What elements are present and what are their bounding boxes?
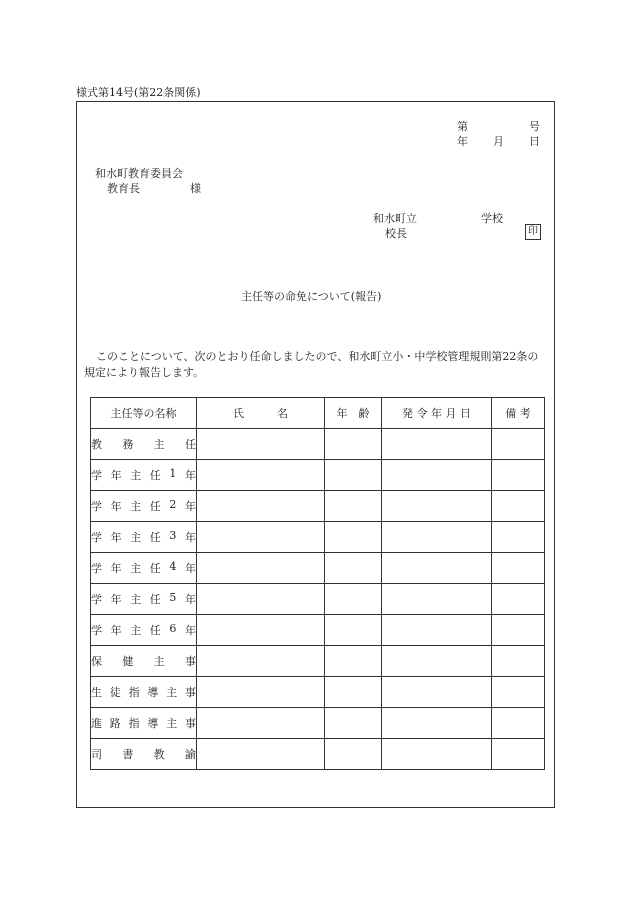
table-row bbox=[91, 739, 545, 770]
role-label: 司 書 教 諭 bbox=[91, 748, 196, 761]
age-cell[interactable] bbox=[325, 522, 382, 553]
role-cell bbox=[91, 646, 197, 677]
note-cell[interactable] bbox=[492, 646, 545, 677]
note-cell[interactable] bbox=[492, 460, 545, 491]
role-cell bbox=[91, 553, 197, 584]
note-cell[interactable] bbox=[492, 615, 545, 646]
date-cell[interactable] bbox=[382, 677, 492, 708]
age-cell[interactable] bbox=[325, 708, 382, 739]
age-cell[interactable] bbox=[325, 677, 382, 708]
note-cell[interactable] bbox=[492, 584, 545, 615]
table-row bbox=[91, 553, 545, 584]
addressee-org: 和水町教育委員会 bbox=[95, 167, 183, 180]
table-row bbox=[91, 708, 545, 739]
table-row bbox=[91, 646, 545, 677]
age-cell[interactable] bbox=[325, 491, 382, 522]
name-cell[interactable] bbox=[197, 553, 325, 584]
table-row bbox=[91, 491, 545, 522]
appointment-table bbox=[90, 397, 545, 770]
name-cell[interactable] bbox=[197, 460, 325, 491]
date-cell[interactable] bbox=[382, 646, 492, 677]
date-cell[interactable] bbox=[382, 491, 492, 522]
name-cell[interactable] bbox=[197, 522, 325, 553]
date-tsuki: 月 bbox=[493, 135, 504, 148]
role-label: 学 年 主 任 5 年 bbox=[91, 591, 196, 606]
date-nen: 年 bbox=[457, 135, 468, 148]
date-cell[interactable] bbox=[382, 739, 492, 770]
name-cell[interactable] bbox=[197, 429, 325, 460]
age-cell[interactable] bbox=[325, 739, 382, 770]
table-row bbox=[91, 677, 545, 708]
note-cell[interactable] bbox=[492, 708, 545, 739]
role-label: 保 健 主 事 bbox=[91, 655, 196, 668]
role-cell bbox=[91, 739, 197, 770]
header-name: 氏 名 bbox=[197, 398, 325, 429]
table-row bbox=[91, 615, 545, 646]
sender-principal: 校長 bbox=[385, 227, 407, 240]
role-cell bbox=[91, 522, 197, 553]
body-text: このことについて、次のとおり任命しましたので、和水町立小・中学校管理規則第22条の規定により報告します。 bbox=[84, 350, 539, 379]
subject-title: 主任等の命免について(報告) bbox=[241, 290, 382, 303]
addressee-sama: 様 bbox=[190, 182, 201, 195]
name-cell[interactable] bbox=[197, 491, 325, 522]
age-cell[interactable] bbox=[325, 615, 382, 646]
name-cell[interactable] bbox=[197, 584, 325, 615]
role-label: 生 徒 指 導 主 事 bbox=[91, 686, 196, 699]
date-cell[interactable] bbox=[382, 522, 492, 553]
form-label: 様式第14号(第22条関係) bbox=[76, 86, 201, 99]
role-label: 学 年 主 任 1 年 bbox=[91, 467, 196, 482]
date-cell[interactable] bbox=[382, 584, 492, 615]
note-cell[interactable] bbox=[492, 429, 545, 460]
role-cell bbox=[91, 615, 197, 646]
role-cell bbox=[91, 708, 197, 739]
role-cell bbox=[91, 460, 197, 491]
header-date: 発 令 年 月 日 bbox=[382, 398, 492, 429]
header-note: 備 考 bbox=[492, 398, 545, 429]
table-row bbox=[91, 584, 545, 615]
name-cell[interactable] bbox=[197, 708, 325, 739]
addressee-title: 教育長 bbox=[107, 182, 140, 195]
note-cell[interactable] bbox=[492, 677, 545, 708]
number-dai: 第 bbox=[457, 120, 468, 133]
date-hi: 日 bbox=[529, 135, 540, 148]
date-cell[interactable] bbox=[382, 429, 492, 460]
role-label: 学 年 主 任 4 年 bbox=[91, 560, 196, 575]
header-role: 主任等の名称 bbox=[91, 398, 197, 429]
role-label: 学 年 主 任 3 年 bbox=[91, 529, 196, 544]
sender-school-suffix: 学校 bbox=[481, 212, 503, 225]
note-cell[interactable] bbox=[492, 553, 545, 584]
role-cell bbox=[91, 429, 197, 460]
age-cell[interactable] bbox=[325, 429, 382, 460]
sender-school-prefix: 和水町立 bbox=[373, 212, 417, 225]
age-cell[interactable] bbox=[325, 460, 382, 491]
name-cell[interactable] bbox=[197, 646, 325, 677]
age-cell[interactable] bbox=[325, 553, 382, 584]
role-label: 進 路 指 導 主 事 bbox=[91, 717, 196, 730]
header-age: 年 齢 bbox=[325, 398, 382, 429]
table-row bbox=[91, 522, 545, 553]
seal-mark: 印 bbox=[525, 224, 541, 240]
date-cell[interactable] bbox=[382, 460, 492, 491]
role-cell bbox=[91, 584, 197, 615]
note-cell[interactable] bbox=[492, 522, 545, 553]
role-label: 学 年 主 任 6 年 bbox=[91, 622, 196, 637]
name-cell[interactable] bbox=[197, 677, 325, 708]
date-cell[interactable] bbox=[382, 615, 492, 646]
age-cell[interactable] bbox=[325, 646, 382, 677]
role-label: 学 年 主 任 2 年 bbox=[91, 498, 196, 513]
role-cell bbox=[91, 677, 197, 708]
name-cell[interactable] bbox=[197, 739, 325, 770]
date-cell[interactable] bbox=[382, 708, 492, 739]
table-header-row bbox=[91, 398, 545, 429]
table-row bbox=[91, 460, 545, 491]
role-label: 教 務 主 任 bbox=[91, 438, 196, 451]
table-row bbox=[91, 429, 545, 460]
number-gou: 号 bbox=[529, 120, 540, 133]
role-cell bbox=[91, 491, 197, 522]
date-cell[interactable] bbox=[382, 553, 492, 584]
table-body bbox=[91, 429, 545, 770]
age-cell[interactable] bbox=[325, 584, 382, 615]
note-cell[interactable] bbox=[492, 739, 545, 770]
note-cell[interactable] bbox=[492, 491, 545, 522]
name-cell[interactable] bbox=[197, 615, 325, 646]
